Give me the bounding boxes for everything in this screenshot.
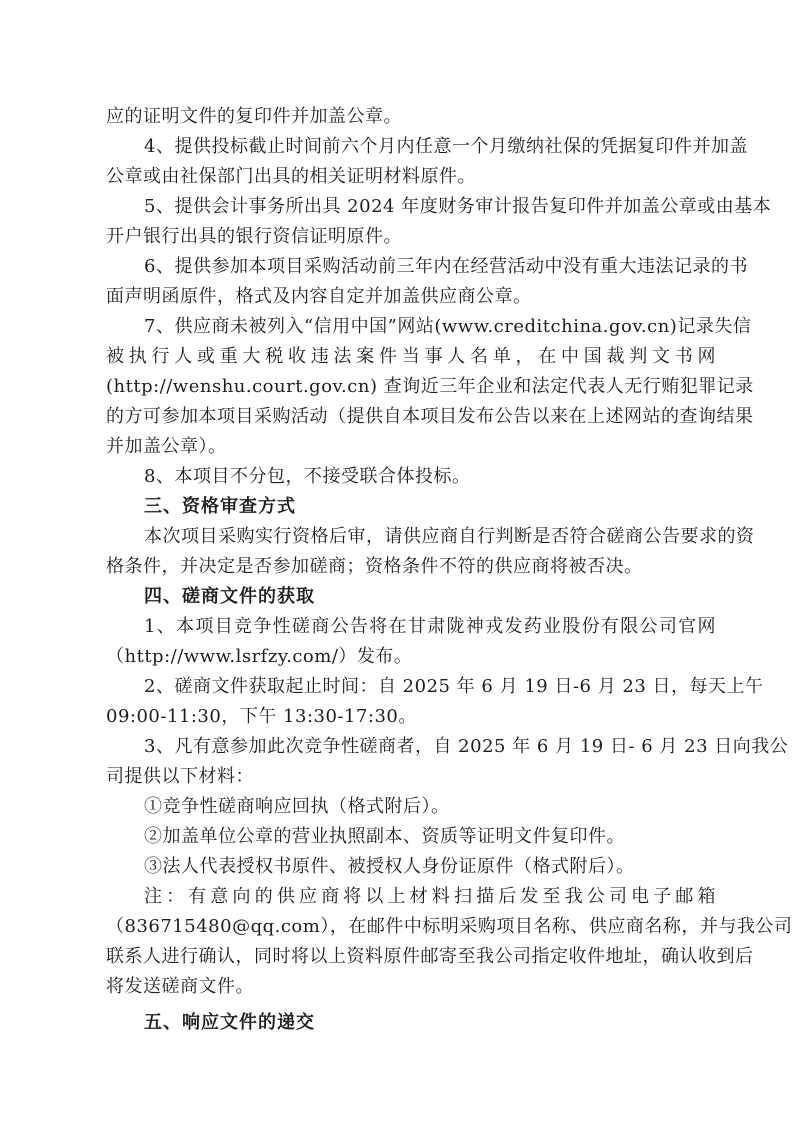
text-line: 2、磋商文件获取起止时间：自 2025 年 6 月 19 日-6 月 23 日，每天上午 <box>144 676 764 697</box>
text-line: 被执行人或重大税收违法案件当事人名单，在中国裁判文书网 <box>106 346 716 367</box>
text-line: （836715480@qq.com），在邮件中标明采购项目名称、供应商名称，并与我公司 <box>106 916 793 937</box>
section-heading: 四、磋商文件的获取 <box>144 586 315 607</box>
text-line: ②加盖单位公章的营业执照副本、资质等证明文件复印件。 <box>144 826 625 847</box>
text-line: 公章或由社保部门出具的相关证明材料原件。 <box>106 166 476 187</box>
text-line: 4、提供投标截止时间前六个月内任意一个月缴纳社保的凭据复印件并加盖 <box>144 136 748 157</box>
document-text-block <box>106 102 793 1038</box>
text-line: 本次项目采购实行资格后审，请供应商自行判断是否符合磋商公告要求的资 <box>144 526 755 547</box>
text-line: 开户银行出具的银行资信证明原件。 <box>106 226 402 247</box>
text-line: 司提供以下材料： <box>106 766 254 787</box>
text-line: 联系人进行确认，同时将以上资料原件邮寄至我公司指定收件地址，确认收到后 <box>106 946 754 967</box>
text-line: 7、供应商未被列入“信用中国”网站(www.creditchina.gov.cn)记录失信 <box>144 316 752 337</box>
text-line: 8、本项目不分包，不接受联合体投标。 <box>144 466 471 487</box>
text-line: 将发送磋商文件。 <box>106 976 254 997</box>
text-line: 5、提供会计事务所出具 2024 年度财务审计报告复印件并加盖公章或由基本 <box>144 196 772 217</box>
text-line: 格条件，并决定是否参加磋商；资格条件不符的供应商将被否决。 <box>106 556 643 577</box>
text-line: 并加盖公章）。 <box>106 436 227 457</box>
text-line: 3、凡有意参加此次竞争性磋商者，自 2025 年 6 月 19 日- 6 月 23 日向我公 <box>144 736 789 757</box>
text-line: 注：有意向的供应商将以上材料扫描后发至我公司电子邮箱 <box>144 886 716 907</box>
text-line: ①竞争性磋商响应回执（格式附后）。 <box>144 796 450 817</box>
text-line: （http://www.lsrfzy.com/）发布。 <box>106 646 413 667</box>
text-line: ③法人代表授权书原件、被授权人身份证原件（格式附后）。 <box>144 856 635 877</box>
section-heading: 五、响应文件的递交 <box>144 1012 315 1033</box>
section-heading: 三、资格审查方式 <box>144 496 296 517</box>
text-line: 09:00-11:30，下午 13:30-17:30。 <box>106 706 417 727</box>
text-line: 6、提供参加本项目采购活动前三年内在经营活动中没有重大违法记录的书 <box>144 256 748 277</box>
text-line: 应的证明文件的复印件并加盖公章。 <box>106 106 402 127</box>
text-line: 的方可参加本项目采购活动（提供自本项目发布公告以来在上述网站的查询结果 <box>106 406 754 427</box>
text-line: 1、本项目竞争性磋商公告将在甘肃陇神戎发药业股份有限公司官网 <box>144 616 716 637</box>
text-line: 面声明函原件，格式及内容自定并加盖供应商公章。 <box>106 286 532 307</box>
text-line: (http://wenshu.court.gov.cn) 查询近三年企业和法定代表人无行贿犯罪记录 <box>106 376 754 397</box>
